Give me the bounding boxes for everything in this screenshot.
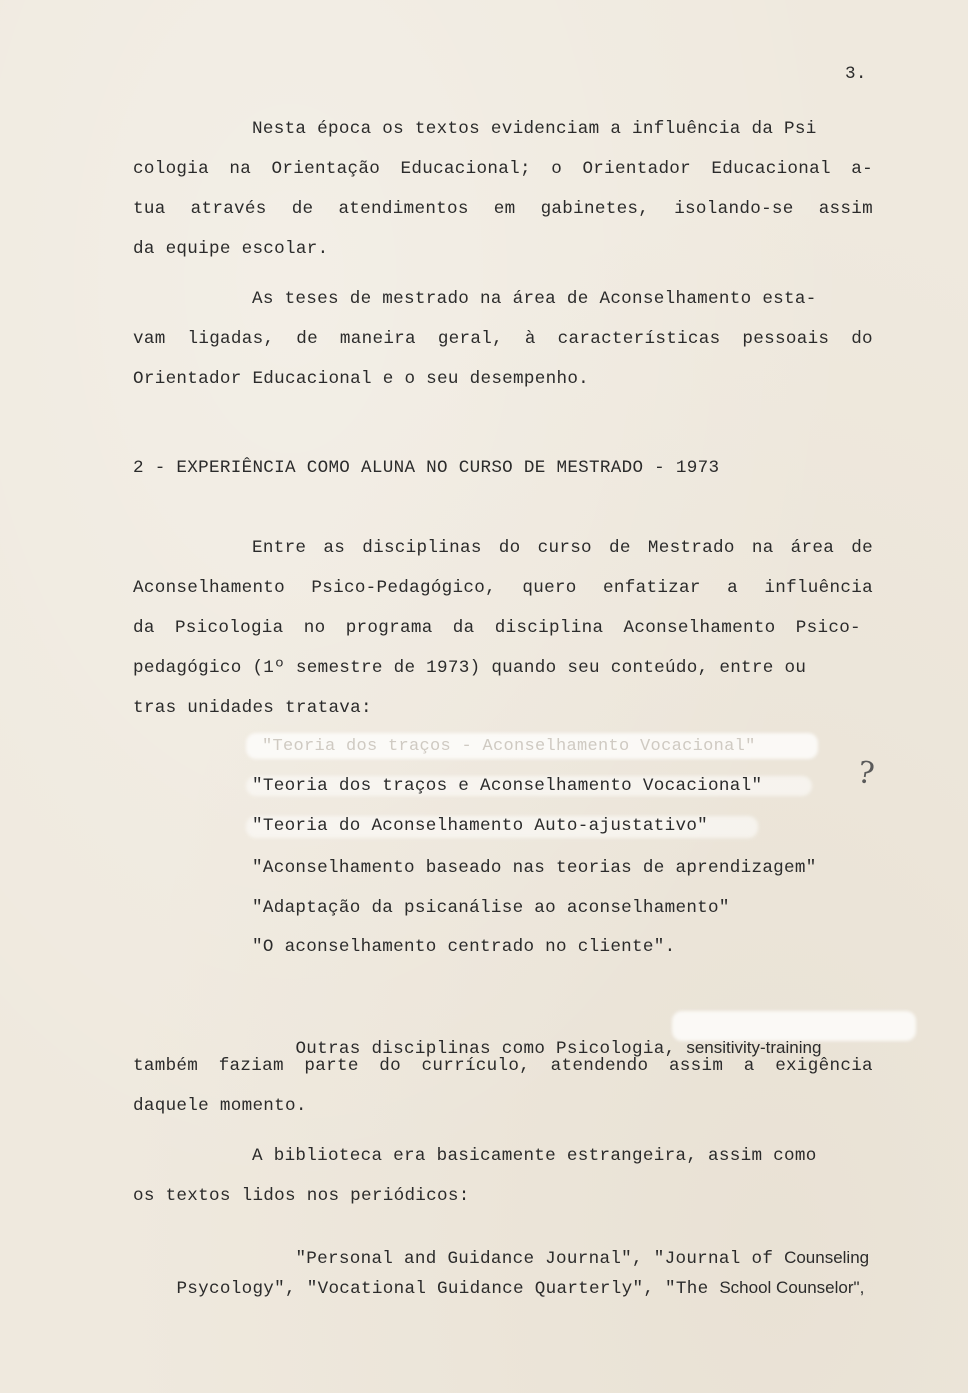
word: área <box>790 538 835 558</box>
paragraph-5-line-2: os textos lidos nos periódicos: <box>133 1186 470 1206</box>
word: gabinetes, <box>540 199 650 219</box>
word: cologia <box>133 159 210 179</box>
journals-text: Counseling <box>784 1248 870 1267</box>
word: do <box>379 1056 401 1076</box>
paragraph-1-line-4: da equipe escolar. <box>133 239 329 259</box>
word: de <box>851 538 873 558</box>
word: Orientação <box>271 159 381 179</box>
word: Psico- <box>795 618 861 638</box>
word: parte <box>304 1056 359 1076</box>
word: geral, <box>437 329 503 349</box>
word: também <box>133 1056 199 1076</box>
word: o <box>551 159 563 179</box>
word: do <box>851 329 873 349</box>
paragraph-5-line-1: A biblioteca era basicamente estrangeira, assim como <box>252 1146 817 1166</box>
word: características <box>557 329 721 349</box>
section-heading: 2 - EXPERIÊNCIA COMO ALUNA NO CURSO DE MESTRADO - 1973 <box>133 458 720 478</box>
word: exigência <box>775 1056 873 1076</box>
unit-item: "Aconselhamento baseado nas teorias de aprendizagem" <box>252 858 817 878</box>
paragraph-4-line-3: daquele momento. <box>133 1096 307 1116</box>
word: Orientador <box>582 159 692 179</box>
paragraph-1-line-2 <box>133 158 873 180</box>
word: isolando-se <box>674 199 794 219</box>
paragraph-1-line-3 <box>133 198 873 220</box>
paragraph-3-line-3 <box>133 617 861 639</box>
word: no <box>303 618 326 638</box>
unit-item: "O aconselhamento centrado no cliente". <box>252 937 676 957</box>
paragraph-4-line-2 <box>133 1055 873 1077</box>
paragraph-3-line-4: pedagógico (1º semestre de 1973) quando seu conteúdo, entre ou <box>133 658 807 678</box>
paragraph-3-line-2 <box>133 577 873 599</box>
paragraph-1-line-1: Nesta época os textos evidenciam a influência da Psi <box>252 119 817 139</box>
word: curso <box>537 538 592 558</box>
word: Educacional <box>711 159 831 179</box>
word: disciplina <box>494 618 604 638</box>
paragraph-3-line-1 <box>252 537 873 559</box>
journals-text: Psycology", "Vocational Guidance Quarterly", "The <box>176 1279 709 1299</box>
word: através <box>190 199 267 219</box>
word: da <box>133 618 155 638</box>
word: à <box>524 329 536 349</box>
word: de <box>291 199 314 219</box>
word: Educacional; <box>400 159 531 179</box>
word: Psico-Pedagógico, <box>311 578 496 598</box>
word: enfatizar <box>603 578 701 598</box>
word: assim <box>818 199 873 219</box>
line-start: Outras disciplinas como Psicologia, <box>295 1039 676 1059</box>
word: pessoais <box>742 329 830 349</box>
journals-line-2 <box>133 1255 864 1322</box>
word: influência <box>764 578 873 598</box>
word: da <box>452 618 475 638</box>
word: a- <box>851 159 873 179</box>
word: Entre <box>252 538 307 558</box>
unit-item: "Teoria dos traços e Aconselhamento Vocacional" <box>252 776 763 796</box>
word: assim <box>668 1056 724 1076</box>
word: maneira <box>339 329 416 349</box>
word: Aconselhamento <box>133 578 286 598</box>
word: Aconselhamento <box>623 618 776 638</box>
paragraph-3-line-5: tras unidades tratava: <box>133 698 372 718</box>
struck-line: "Teoria dos traços - Aconselhamento Vocacional" <box>262 737 756 756</box>
word: atendendo <box>550 1056 649 1076</box>
word: faziam <box>218 1056 284 1076</box>
word: programa <box>345 618 433 638</box>
word: atendimentos <box>338 199 469 219</box>
journals-text: School Counselor", <box>719 1278 865 1297</box>
word: do <box>498 538 521 558</box>
margin-question-mark: ? <box>855 755 877 792</box>
word: a <box>727 578 738 598</box>
word: Psicologia <box>174 618 284 638</box>
word: tua <box>133 199 166 219</box>
inserted-term: sensitivity-training <box>686 1038 822 1057</box>
word: na <box>751 538 774 558</box>
page-number: 3. <box>845 64 867 84</box>
word: as <box>323 538 346 558</box>
word: de <box>609 538 631 558</box>
journals-text: "Personal and Guidance Journal", "Journal of <box>295 1249 774 1269</box>
word: ligadas, <box>187 329 275 349</box>
word: na <box>229 159 252 179</box>
paragraph-2-line-1: As teses de mestrado na área de Aconselhamento esta- <box>252 289 817 309</box>
word: vam <box>133 329 166 349</box>
word: quero <box>522 578 577 598</box>
word: currículo, <box>421 1056 531 1076</box>
word: em <box>493 199 516 219</box>
paragraph-2-line-3: Orientador Educacional e o seu desempenho. <box>133 369 590 389</box>
paragraph-2-line-2 <box>133 328 873 350</box>
word: a <box>743 1056 755 1076</box>
word: disciplinas <box>362 538 482 558</box>
unit-item: "Teoria do Aconselhamento Auto-ajustativo" <box>252 816 709 836</box>
word: Mestrado <box>647 538 735 558</box>
unit-item: "Adaptação da psicanálise ao aconselhamento" <box>252 898 730 918</box>
word: de <box>296 329 318 349</box>
